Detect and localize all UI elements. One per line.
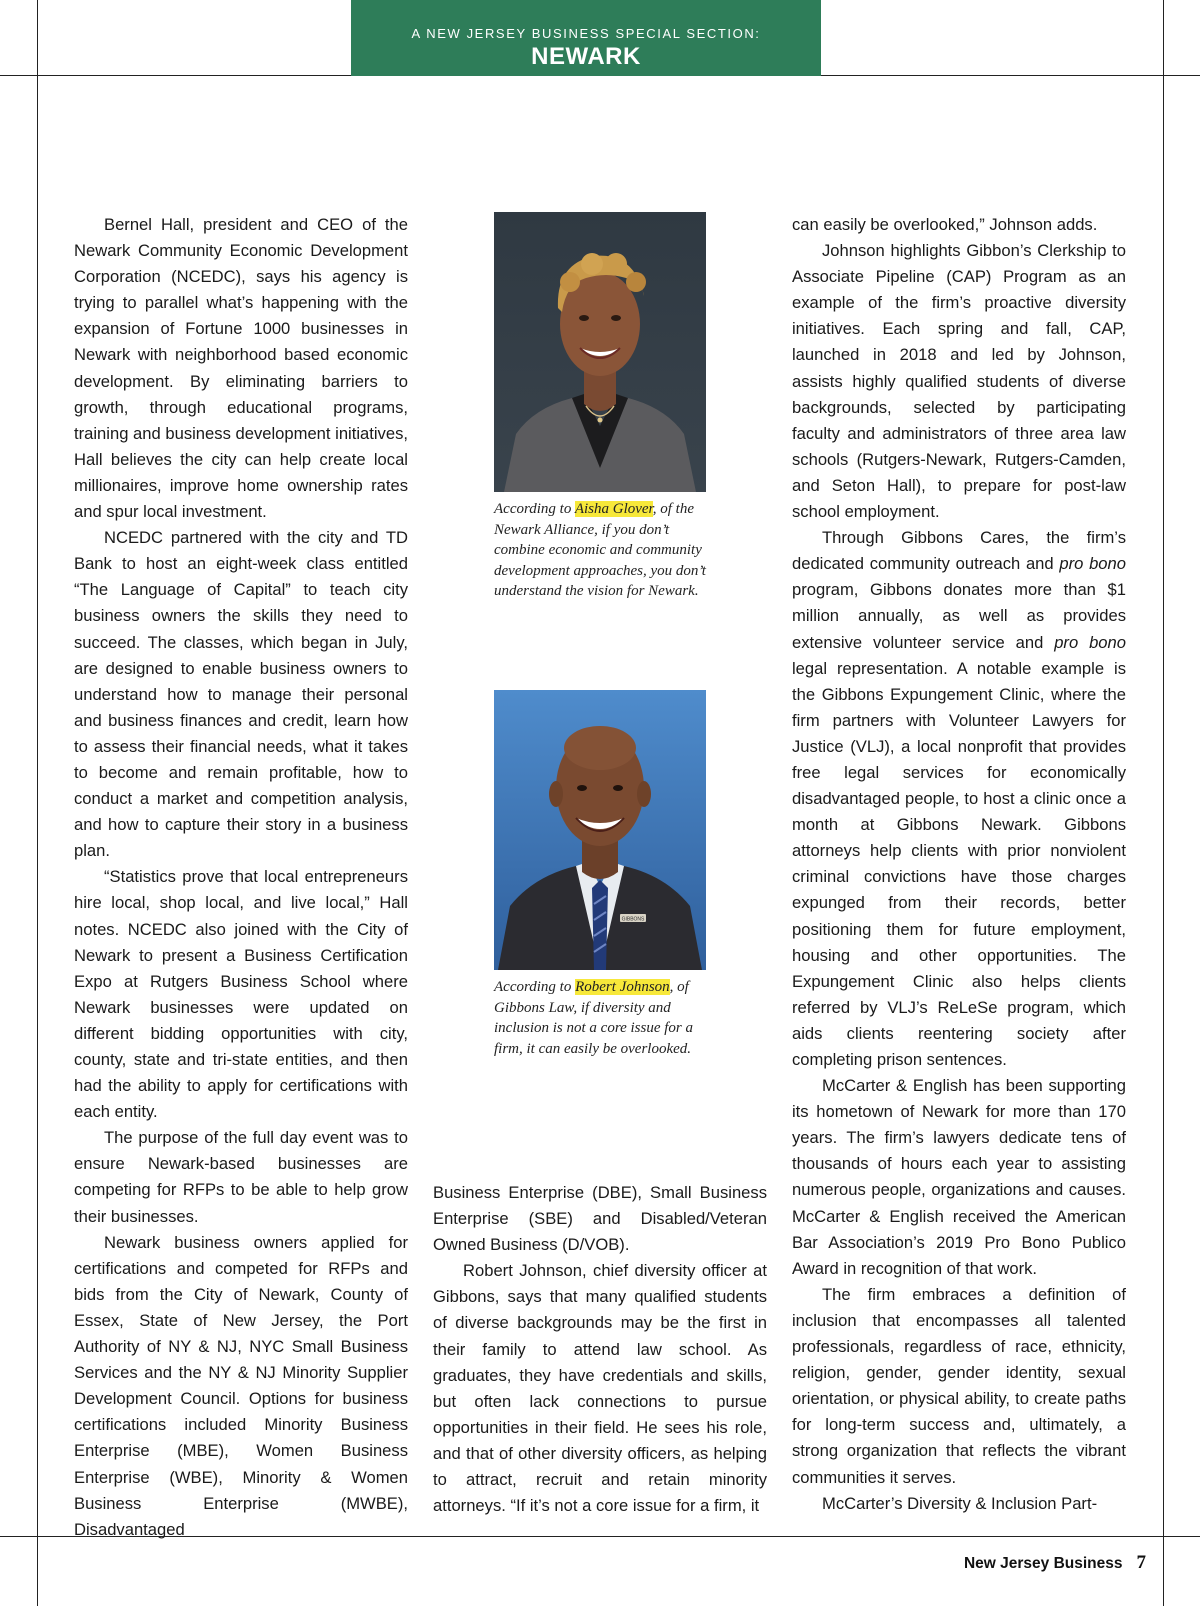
paragraph: McCarter’s Diversity & Inclusion Part- — [822, 1493, 1098, 1513]
paragraph — [792, 525, 1126, 1073]
text-run: program, Gibbons donates more than $1 million annually, as well as provides extensive volunteer service and — [792, 580, 1126, 652]
paragraph: McCarter & English has been supporting its hometown of Newark for more than 170 years. The firm’s lawyers dedicate tens of thousands of hours each year to assisting numerous people, organizations and causes. McCarter & English received the American Bar Association’s 2019 Pro Bono Publico Award in recognition of that work. — [792, 1076, 1126, 1278]
highlighted-name: Robert Johnson — [575, 979, 670, 995]
paragraph: Johnson highlights Gibbon’s Clerkship to Associate Pipeline (CAP) Program as an example of the firm’s proactive diversity initiatives. Each spring and fall, CAP, launched in 2018 and led by Johnson, assists highly qualified students of diverse backgrounds, selected by participating faculty and administrators of three area law schools (Rutgers-Newark, Rutgers-Camden, and Seton Hall), to prepare for post-law school employment. — [792, 241, 1126, 522]
article-left-column — [74, 212, 408, 1543]
banner-title: NEWARK — [531, 43, 641, 70]
lapel-pin-text: GIBBONS — [621, 916, 645, 923]
photo-robert-johnson — [494, 690, 706, 970]
paragraph: NCEDC partnered with the city and TD Bank to host an eight-week class entitled “The Language of Capital” to teach city business owners the skills they need to succeed. The classes, which began in July, are designed to enable business owners to understand how to manage their personal and business finances and credit, learn how to assess their financial needs, what it takes to become and remain profitable, how to conduct a market and competition analysis, and how to capture their story in a business plan. — [74, 528, 408, 861]
caption-text: , of Gibbons Law, if diversity and inclusion is not a core issue for a firm, it can easily be overlooked. — [494, 979, 694, 1057]
highlighted-name: Aisha Glover — [574, 501, 653, 517]
text-run: Through Gibbons Cares, the firm’s dedicated community outreach and — [792, 528, 1126, 574]
section-banner — [351, 0, 821, 76]
article-middle-column — [433, 1180, 767, 1519]
caption-text: According to — [494, 501, 575, 517]
text-run: legal representation. A notable example is the Gibbons Expungement Clinic, where the firm partners with Volunteer Lawyers for Justice (VLJ), a local nonprofit that provides free legal services for economically disadvantaged people, to host a clinic once a month at Gibbons Newark. Gibbons attorneys help clients with prior nonviolent criminal convictions have those charges expunged from their records, better positioning them for future employment, housing and other opportunities. The Expungement Clinic also helps clients referred by VLJ’s ReLeSe program, which aids clients reentering society after completing prison sentences. — [792, 658, 1126, 1069]
banner-kicker: A NEW JERSEY BUSINESS SPECIAL SECTION: — [411, 26, 761, 41]
paragraph: The firm embraces a definition of inclusion that encompasses all talented professionals, regardless of race, ethnicity, religion, gender, gender identity, sexual orientation, or physical ability, to create paths for long-term success and, ultimately, a strong organization that reflects the vibrant communities it serves. — [792, 1284, 1126, 1487]
paragraph: Business Enterprise (DBE), Small Business Enterprise (SBE) and Disabled/Veteran Owned Business (D/VOB). — [433, 1183, 767, 1255]
portrait-woman-illustration — [494, 212, 706, 492]
caption-text: , of the Newark Alliance, if you don’t combine economic and community development approaches, you don’t understand the vision for Newark. — [494, 501, 706, 599]
paragraph: Bernel Hall, president and CEO of the Newark Community Economic Development Corporation (NCEDC), says his agency is trying to parallel what’s happening with the expansion of Fortune 1000 businesses in Newark with neighborhood based economic development. By eliminating barriers to growth, through educational programs, training and business development initiatives, Hall believes the city can help create local millionaires, improve home ownership rates and spur local investment. — [74, 215, 408, 522]
page-footer — [964, 1552, 1146, 1574]
caption-text: According to — [494, 979, 576, 995]
publication-name: New Jersey Business — [963, 1555, 1123, 1572]
paragraph: Robert Johnson, chief diversity officer at Gibbons, says that many qualified students of diverse backgrounds may be the first in their family to attend law school. As graduates, they have credentials and skills, but often lack connections to pursue opportunities in their field. He sees his role, and that of other diversity officers, as helping to attract, recruit and retain minority attorneys. “If it’s not a core issue for a firm, it — [433, 1261, 767, 1516]
paragraph: can easily be overlooked,” Johnson adds. — [792, 215, 1098, 234]
photo-caption-johnson — [494, 977, 712, 1059]
italic-text: pro bono — [1059, 554, 1126, 574]
photo-aisha-glover — [494, 212, 706, 492]
article-right-column — [792, 212, 1126, 1517]
italic-text: pro bono — [1054, 632, 1126, 652]
paragraph: Newark business owners applied for certifications and competed for RFPs and bids from the City of Newark, County of Essex, State of New Jersey, the Port Authority of NY & NJ, NYC Small Business Services and the NY & NJ Minority Supplier Development Council. Options for business certifications included Minority Business Enterprise (MBE), Women Business Enterprise (WBE), Minority & Women Business Enterprise (MWBE), Disadvantaged — [74, 1232, 408, 1539]
trim-line-right — [1163, 0, 1164, 1606]
paragraph: The purpose of the full day event was to ensure Newark-based businesses are competing for RFPs to be able to help grow their businesses. — [74, 1128, 408, 1226]
trim-line-left — [37, 0, 38, 1606]
photo-caption-glover — [494, 499, 712, 602]
portrait-man-illustration — [494, 690, 706, 970]
paragraph: “Statistics prove that local entrepreneurs hire local, shop local, and live local,” Hall notes. NCEDC also joined with the City of Newark to present a Business Certification Expo at Rutgers Business School where Newark businesses were updated on different bidding opportunities with city, county, state and tri-state entities, and then had the ability to apply for certifications with each entity. — [74, 867, 408, 1122]
page-number: 7 — [1136, 1552, 1146, 1573]
